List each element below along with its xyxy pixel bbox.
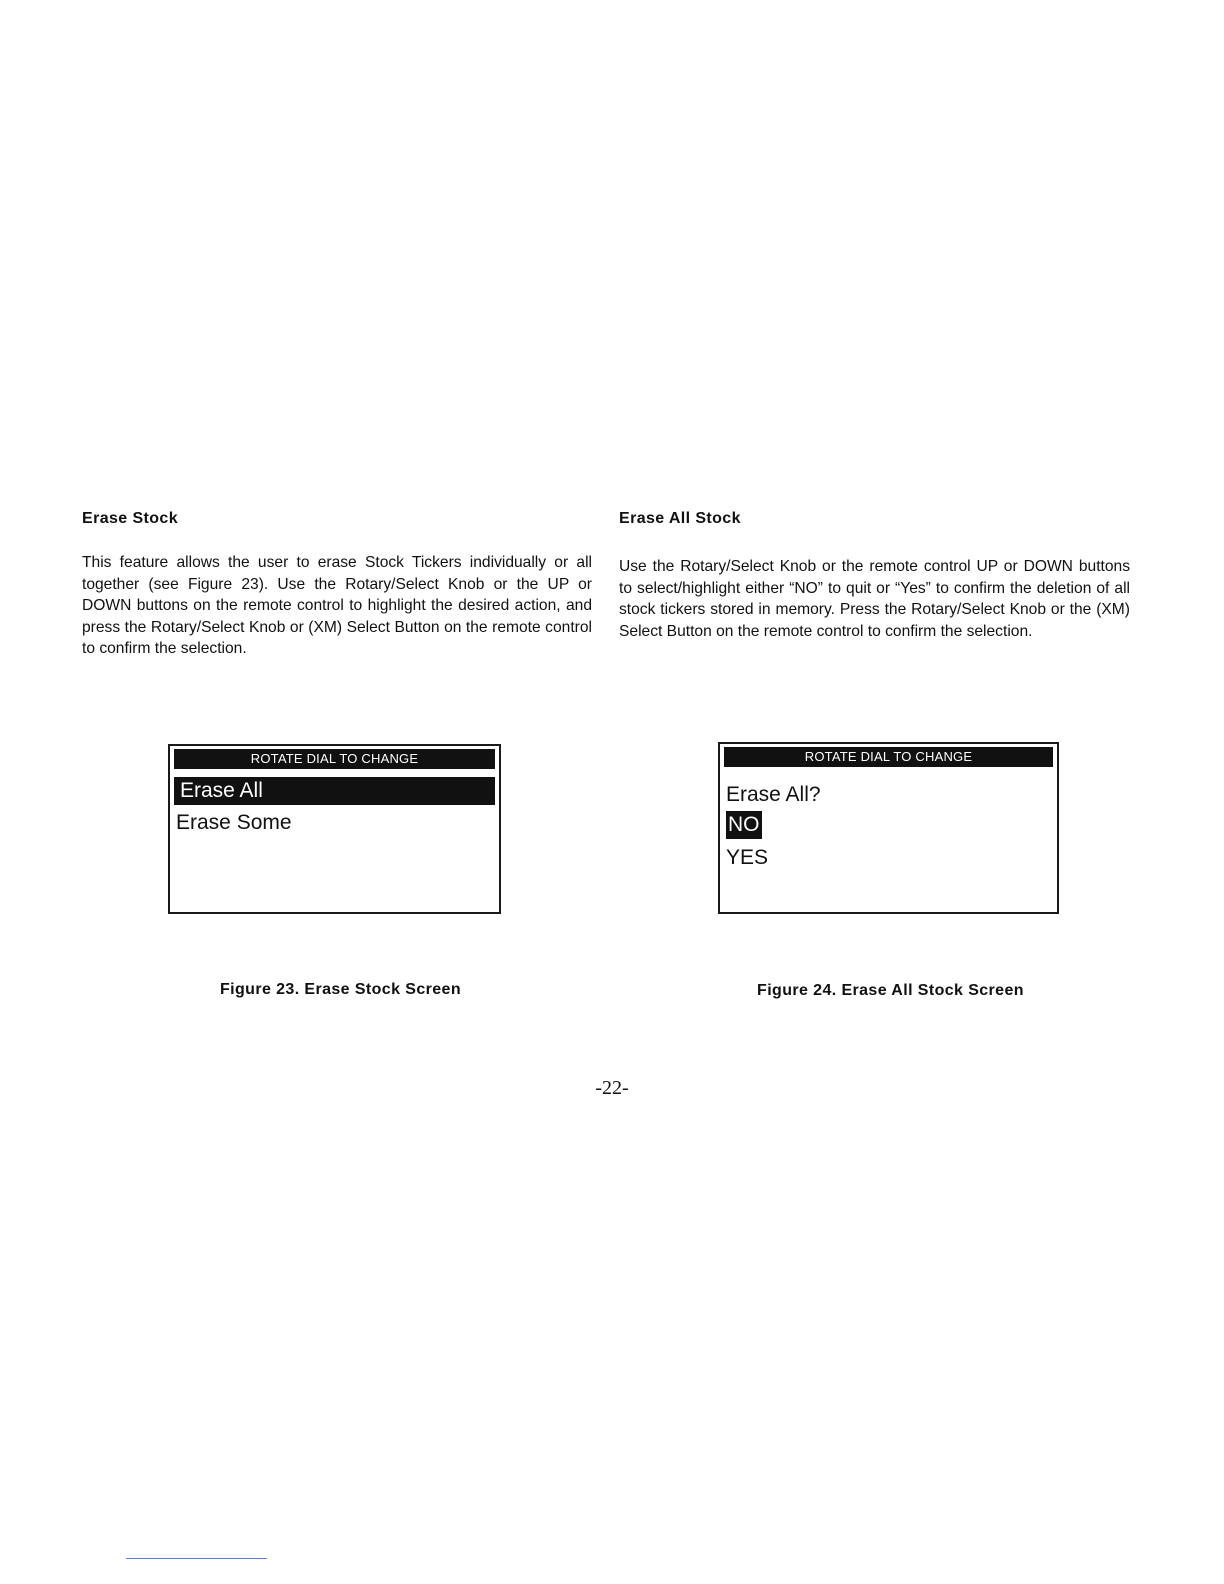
figure-24-caption: Figure 24. Erase All Stock Screen (757, 982, 1024, 999)
figure-23-caption: Figure 23. Erase Stock Screen (219, 981, 462, 998)
erase-all-prompt: Erase All? (726, 783, 821, 806)
option-yes[interactable]: YES (726, 846, 769, 869)
page-number: -22- (595, 1077, 629, 1099)
erase-stock-description: This feature allows the user to erase Stock Tickers individually or all together (see Figure 23). Use the Rotary/Select Knob or the UP or DOWN buttons on the remote control to highlight the desired action, and press the Rotary/Select Knob or (XM) Select Button on the remote control to confirm the selection. (82, 554, 592, 657)
option-no[interactable]: NO (726, 811, 762, 839)
erase-all-stock-screen (718, 742, 1059, 914)
menu-item-erase-some[interactable]: Erase Some (176, 811, 292, 834)
screen-header: ROTATE DIAL TO CHANGE (724, 747, 1053, 767)
erase-stock-heading: Erase Stock (82, 510, 179, 527)
screen-header: ROTATE DIAL TO CHANGE (174, 749, 495, 769)
erase-all-stock-heading: Erase All Stock (619, 510, 741, 527)
footnote-divider (126, 1558, 267, 1559)
erase-all-stock-description: Use the Rotary/Select Knob or the remote control UP or DOWN buttons to select/highlight either “NO” to quit or “Yes” to confirm the deletion of all stock tickers stored in memory. Press the Rotary/Select Knob or the (XM) Select Button on the remote control to confirm the selection. (619, 558, 1130, 640)
menu-item-erase-all[interactable]: Erase All (174, 777, 495, 805)
erase-stock-screen (168, 744, 501, 914)
